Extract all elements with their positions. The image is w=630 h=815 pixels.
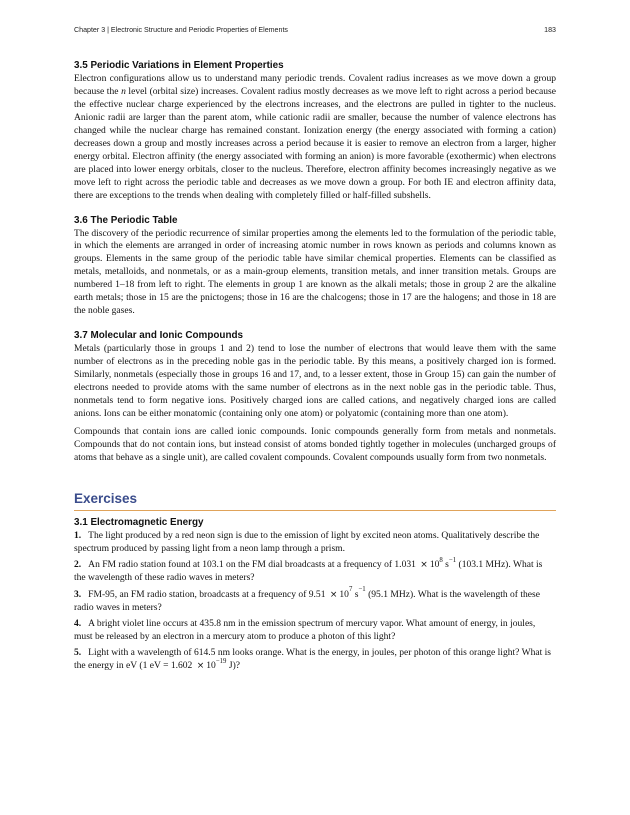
exercise-number: 4.: [74, 618, 82, 629]
section-paragraph: Electron configurations allow us to understand many periodic trends. Covalent radius increases as we move down a group because the n level (orbital size) increases. Covalent radius mostly decreases as we move left to right across a period because the effective nuclear charge experienced by the electrons increases, and the electrons are pulled in tighter to the nucleus. Anionic radii are larger than the parent atom, while cationic radii are smaller, because the number of valence electrons has changed while the nuclear charge has remained constant. Ionization energy (the energy associated with forming a cation) decreases down a group and mostly increases across a period because it is easier to remove an electron from a larger, higher energy orbital. Electron affinity (the energy associated with forming an anion) is more favorable (exothermic) when electrons are placed into lower energy orbitals, closer to the nucleus. Therefore, electron affinity becomes increasingly negative as we move left to right across the periodic table and decreases as we move down a group. For both IE and electron affinity data, there are exceptions to the trends when dealing with completely filled or half-filled subshells.: [74, 73, 556, 201]
section-paragraph: Compounds that contain ions are called ionic compounds. Ionic compounds generally form from metals and nonmetals. Compounds that do not contain ions, but instead consist of atoms bonded tightly together in molecules (uncharged groups of atoms that behave as a single unit), are called covalent compounds. Covalent compounds usually form from two nonmetals.: [74, 425, 556, 463]
running-header: [74, 26, 556, 38]
exercise-number: 3.: [74, 588, 82, 600]
section-title: 3.7 Molecular and Ionic Compounds: [74, 330, 243, 342]
exercise-number: 1.: [74, 529, 82, 541]
exercise-item: 2. An FM radio station found at 103.1 on the FM dial broadcasts at a frequency of $1.031 \times 10^8$ $s^{-1}$ (103.1 MHz). What is the wavelength of these radio waves in meters?: [74, 557, 543, 584]
section-3-6: [74, 214, 556, 319]
exercise-item: 5. Light with a wavelength of 614.5 nm looks orange. What is the energy, in joules, per photon of this orange light? What is the energy in eV (1 eV = $1.602 \times 10^{-19}$ J)?: [74, 647, 552, 672]
section-paragraph: Metals (particularly those in groups 1 and 2) tend to lose the number of electrons that would leave them with the same number of electrons as in the preceding noble gas in the periodic table. By this means, a positively charged ion is formed. Similarly, nonmetals (especially those in groups 16 and 17, and, to a lesser extent, those in Group 15) can gain the number of electrons needed to provide atoms with the same number of electrons as in the next noble gas in the periodic table. Thus, nonmetals tend to form negative ions. Positively charged ions are called cations, and negatively charged ions are called anions. Ions can be either monatomic (containing only one atom) or polyatomic (containing more than one atom).: [74, 343, 556, 419]
exercise-item: 3. FM-95, an FM radio station, broadcasts at a frequency of $9.51 \times 10^7$ $s^{-1}$ (95.1 MHz). What is the wavelength of these radio waves in meters?: [74, 586, 540, 613]
exercise-number: 5.: [74, 647, 82, 659]
exercise-item: 1. The light produced by a red neon sign is due to the emission of light by excited neon atoms. Qualitatively describe the spectrum produced by passing light from a neon lamp through a prism.: [74, 529, 540, 554]
page-number: 183: [544, 26, 556, 34]
exercises-heading: Exercises: [74, 490, 138, 506]
section-3-7: [74, 329, 556, 465]
section-title: 3.6 The Periodic Table: [74, 214, 178, 226]
section-3-5: [74, 59, 556, 203]
exercises-divider: [74, 510, 556, 511]
exercises-subheading: 3.1 Electromagnetic Energy: [74, 516, 204, 528]
section-title: 3.5 Periodic Variations in Element Properties: [74, 60, 284, 71]
exercise-item: 4. A bright violet line occurs at 435.8 nm in the emission spectrum of mercury vapor. What amount of energy, in joules, must be released by an electron in a mercury atom to produce a photon of this light?: [74, 618, 536, 642]
section-paragraph: The discovery of the periodic recurrence of similar properties among the elements led to the formulation of the periodic table, in which the elements are arranged in order of increasing atomic number in rows known as periods and columns known as groups. Elements in the same group of the periodic table have similar chemical properties. Elements can be classified as metals, metalloids, and nonmetals, or as a main-group elements, transition metals, and inner transition metals. Groups are numbered 1–18 from left to right. The elements in group 1 are known as the alkali metals; those in group 2 are the alkaline earth metals; those in 15 are the pnictogens; those in 16 are the chalcogens; those in 17 are the halogens; and those in 18 are the noble gases.: [74, 227, 556, 317]
exercise-number: 2.: [74, 559, 82, 571]
chapter-title: Chapter 3 | Electronic Structure and Periodic Properties of Elements: [74, 26, 288, 34]
main-content: [74, 59, 556, 677]
